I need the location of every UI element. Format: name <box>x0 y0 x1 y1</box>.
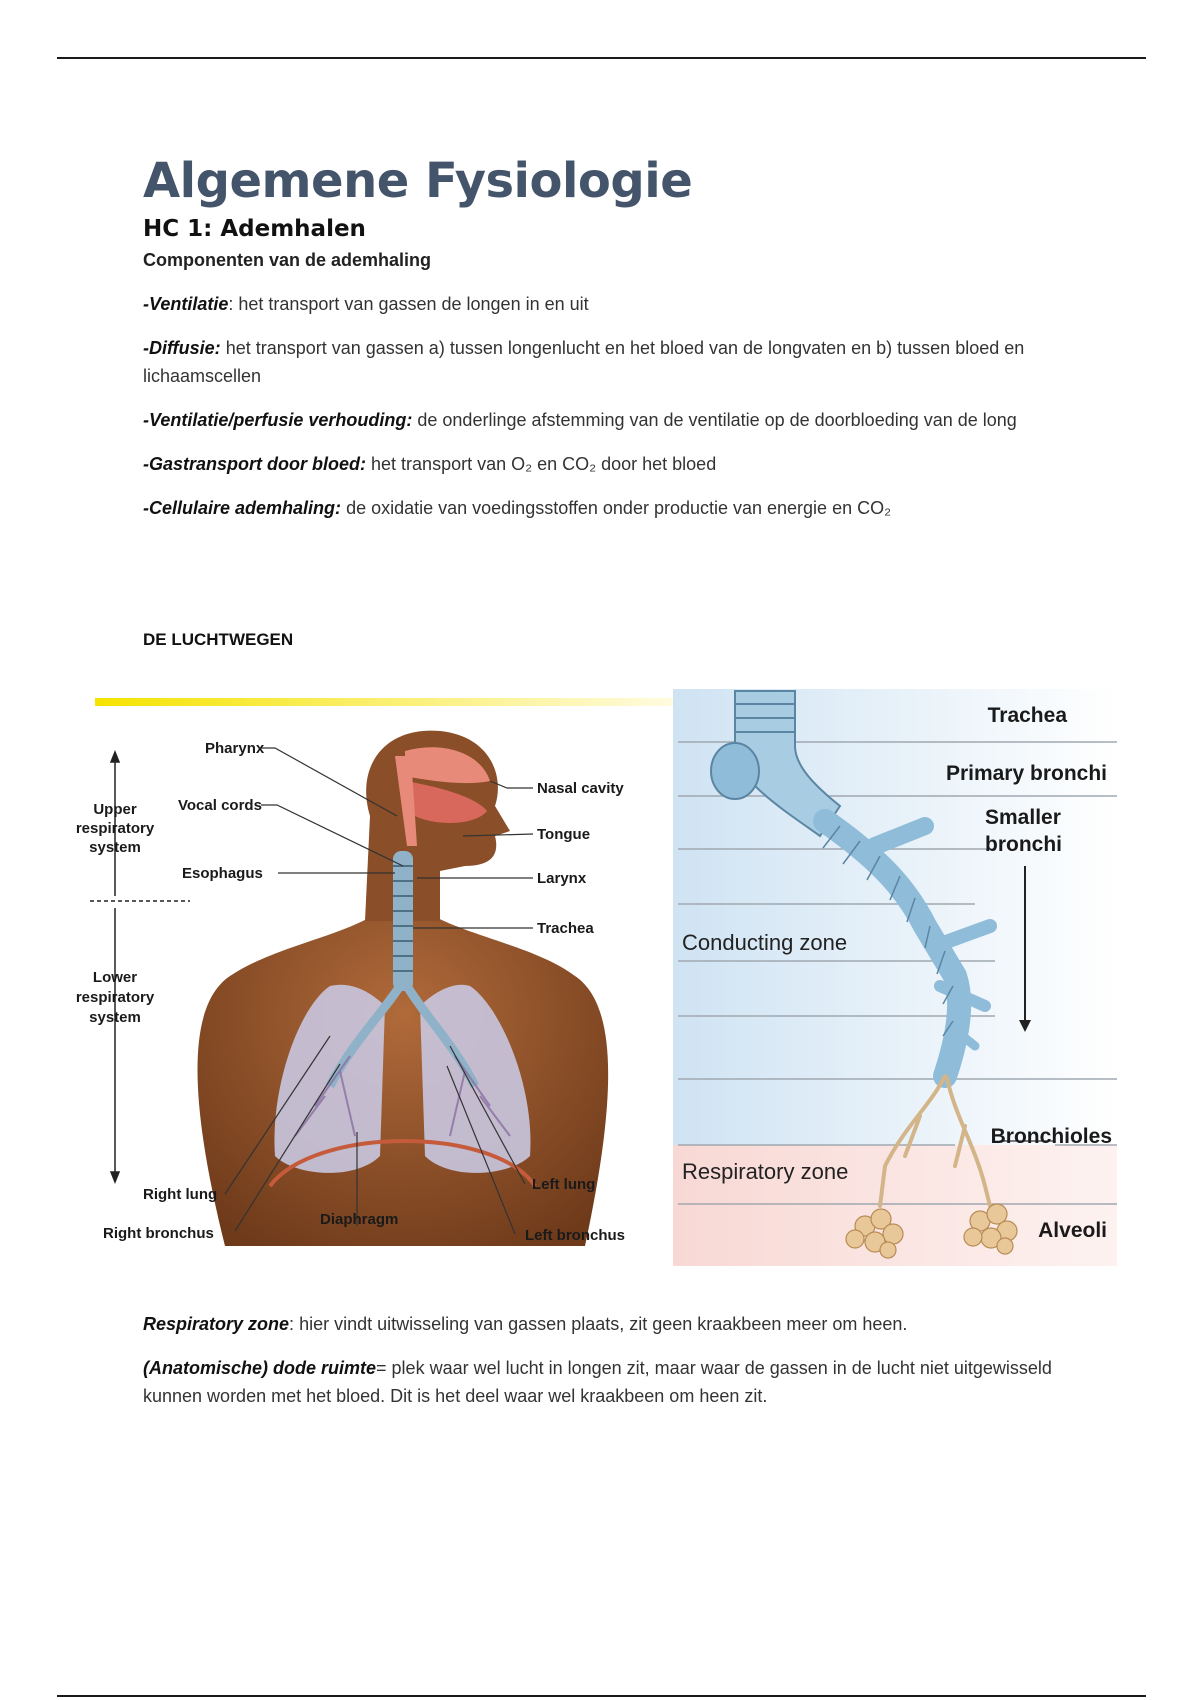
label-primary-bronchi: Primary bronchi <box>945 762 1107 785</box>
label-upper-2: respiratory <box>75 820 155 837</box>
label-left-bronchus: Left bronchus <box>525 1227 625 1244</box>
label-nasal-cavity: Nasal cavity <box>537 780 624 797</box>
definition-ventilatie-perfusie: -Ventilatie/perfusie verhouding: de onderlinge afstemming van de ventilatie op de doorbloeding van de long <box>143 410 1017 430</box>
top-rule <box>57 57 1146 59</box>
label-lower-3: system <box>89 1009 141 1026</box>
definition-diffusie: -Diffusie: het transport van gassen a) tussen longenlucht en het bloed van de longvaten en b) tussen bloed en lichaamscellen <box>143 338 1025 386</box>
label-upper-1: Upper <box>93 801 137 818</box>
bottom-rule <box>57 1695 1146 1697</box>
label-bronchioles: Bronchioles <box>990 1125 1112 1148</box>
label-vocal-cords: Vocal cords <box>178 797 262 814</box>
label-lower-1: Lower <box>92 969 138 986</box>
label-trachea-left: Trachea <box>537 920 594 937</box>
document-body <box>143 150 1063 538</box>
definition-respiratory-zone: Respiratory zone: hier vindt uitwisseling van gassen plaats, zit geen kraakbeen meer om heen. <box>143 1314 908 1334</box>
label-upper-3: system <box>89 839 141 856</box>
definition-dode-ruimte: (Anatomische) dode ruimte= plek waar wel lucht in longen zit, maar waar de gassen in de lucht niet uitgewisseld kunnen worden met het bloed. Dit is het deel waar wel kraakbeen om heen zit. <box>143 1358 1052 1406</box>
label-right-lung: Right lung <box>143 1186 218 1203</box>
label-conducting-zone: Conducting zone <box>682 930 848 955</box>
document-body-after-figure <box>143 1310 1063 1426</box>
definition-ventilatie: -Ventilatie: het transport van gassen de longen in en uit <box>143 294 589 314</box>
section-title-luchtwegen: DE LUCHTWEGEN <box>143 630 294 649</box>
label-trachea-right: Trachea <box>987 704 1067 727</box>
highlight-bar <box>95 698 675 706</box>
label-respiratory-zone: Respiratory zone <box>682 1159 849 1184</box>
label-diaphragm: Diaphragm <box>320 1211 399 1228</box>
label-tongue: Tongue <box>537 826 591 843</box>
components-heading: Componenten van de ademhaling <box>143 250 432 270</box>
respiratory-figure <box>75 686 1120 1268</box>
label-alveoli: Alveoli <box>1038 1219 1107 1242</box>
label-right-bronchus: Right bronchus <box>103 1225 214 1242</box>
definition-gastransport: -Gastransport door bloed: het transport van O₂ en CO₂ door het bloed <box>143 454 717 474</box>
lecture-title: HC 1: Ademhalen <box>143 216 366 242</box>
label-smaller-bronchi-2: bronchi <box>985 833 1062 856</box>
label-pharynx: Pharynx <box>205 740 265 757</box>
document-title: Algemene Fysiologie <box>143 153 693 209</box>
respiratory-figure-svg <box>75 686 1120 1268</box>
definition-cellulaire-ademhaling: -Cellulaire ademhaling: de oxidatie van voedingsstoffen onder productie van energie en CO₂ <box>143 498 892 518</box>
label-left-lung: Left lung <box>532 1176 596 1193</box>
label-lower-2: respiratory <box>75 989 155 1006</box>
label-esophagus: Esophagus <box>182 865 263 882</box>
label-larynx: Larynx <box>537 870 587 887</box>
label-smaller-bronchi-1: Smaller <box>985 806 1061 829</box>
